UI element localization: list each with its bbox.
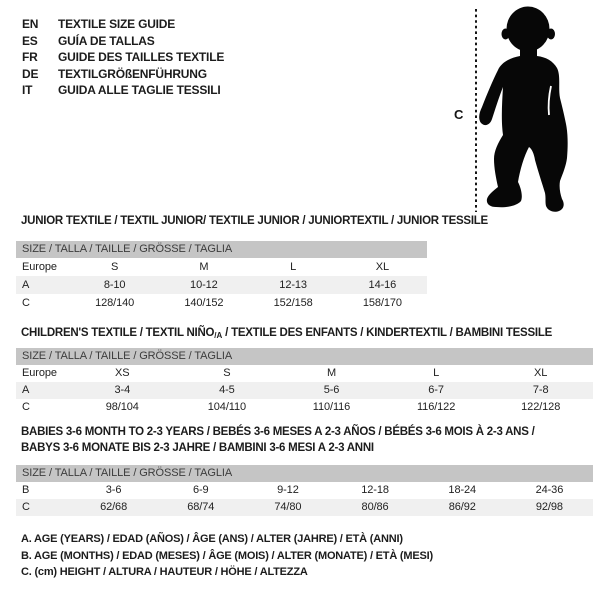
table-row — [16, 276, 427, 294]
language-list — [22, 16, 224, 99]
language-row-en — [22, 16, 224, 33]
table-row — [16, 365, 593, 382]
table-cell: A — [22, 384, 30, 396]
children-title-text: / TEXTILE DES ENFANTS / KINDERTEXTIL / BAMBINI TESSILE — [222, 327, 553, 339]
table-cell: 4-5 — [219, 384, 235, 396]
table-row — [16, 399, 593, 416]
table-cell: 140/152 — [184, 297, 224, 309]
table-cell: 62/68 — [100, 501, 128, 513]
size-header-bar: SIZE / TALLA / TAILLE / GRÖSSE / TAGLIA — [16, 465, 593, 482]
table-cell: 122/128 — [521, 401, 561, 413]
legend-line-c: C. (cm) HEIGHT / ALTURA / HAUTEUR / HÖHE / ALTEZZA — [21, 566, 308, 578]
language-row-de — [22, 66, 224, 83]
table-cell: 12-13 — [279, 279, 307, 291]
measure-label-c: C — [454, 107, 464, 122]
language-label: TEXTILE SIZE GUIDE — [58, 17, 176, 31]
table-cell: 6-9 — [192, 484, 209, 496]
table-cell: 110/116 — [312, 401, 351, 413]
language-row-fr — [22, 49, 224, 66]
table-cell: XL — [375, 261, 389, 273]
table-cell: XS — [115, 367, 130, 379]
table-cell: S — [223, 367, 231, 379]
table-cell: 24-36 — [535, 484, 564, 496]
table-cell: M — [326, 367, 337, 379]
table-cell: 14-16 — [368, 279, 397, 291]
children-title-text: CHILDREN'S TEXTILE / TEXTIL NIÑO — [21, 327, 215, 339]
table-cell: L — [433, 367, 440, 379]
table-cell: 18-24 — [448, 484, 477, 496]
table-row — [16, 294, 427, 312]
table-cell: XL — [534, 367, 548, 379]
table-cell: A — [22, 279, 30, 291]
table-cell: 116/122 — [416, 401, 456, 413]
baby-figure — [440, 0, 600, 220]
table-cell: S — [111, 261, 119, 273]
legend-line-b: B. AGE (MONTHS) / EDAD (MESES) / ÂGE (MOIS) / ALTER (MONATE) / ETÀ (MESI) — [21, 549, 433, 562]
size-header-bar: SIZE / TALLA / TAILLE / GRÖSSE / TAGLIA — [16, 348, 593, 365]
table-cell: 74/80 — [274, 501, 302, 513]
table-cell: C — [22, 297, 30, 309]
children-table-title — [21, 327, 552, 340]
table-cell: B — [22, 484, 30, 496]
language-code: IT — [22, 83, 33, 97]
language-code: EN — [22, 17, 39, 31]
junior-table-title: JUNIOR TEXTILE / TEXTIL JUNIOR/ TEXTILE JUNIOR / JUNIORTEXTIL / JUNIOR TESSILE — [21, 215, 488, 227]
table-row — [16, 499, 593, 516]
table-cell: 86/92 — [448, 501, 476, 513]
table-cell: 3-4 — [114, 384, 131, 396]
size-header-bar: SIZE / TALLA / TAILLE / GRÖSSE / TAGLIA — [16, 241, 427, 258]
children-title-subscript: /A — [214, 331, 223, 340]
language-label: GUÍA DE TALLAS — [58, 33, 155, 48]
table-cell: 5-6 — [323, 384, 340, 396]
table-cell: 3-6 — [105, 484, 122, 496]
table-cell: 7-8 — [532, 384, 549, 396]
table-row — [16, 258, 427, 276]
table-cell: 68/74 — [187, 501, 215, 513]
children-size-table — [16, 348, 593, 416]
language-label: GUIDA ALLE TAGLIE TESSILI — [58, 83, 221, 97]
table-cell: 98/104 — [105, 401, 139, 413]
legend-line-a: A. AGE (YEARS) / EDAD (AÑOS) / ÂGE (ANS) / ALTER (JAHRE) / ETÀ (ANNI) — [21, 533, 403, 545]
table-cell: 9-12 — [277, 484, 299, 496]
table-cell: 152/158 — [273, 297, 313, 309]
language-code: DE — [22, 66, 39, 81]
table-row — [16, 482, 593, 499]
table-cell: C — [22, 401, 30, 413]
language-code: FR — [22, 50, 38, 64]
language-code: ES — [22, 33, 38, 48]
table-cell: 10-12 — [190, 279, 218, 291]
table-cell: 158/170 — [362, 297, 402, 309]
table-cell: 104/110 — [207, 401, 247, 413]
language-label: GUIDE DES TAILLES TEXTILE — [58, 50, 225, 64]
language-row-es — [22, 33, 224, 50]
babies-size-table — [16, 465, 593, 516]
table-cell: L — [290, 261, 297, 273]
measurement-legend — [21, 531, 433, 581]
table-cell: C — [22, 501, 30, 513]
table-cell: 12-18 — [361, 484, 389, 496]
babies-table-title — [21, 425, 535, 456]
table-cell: 80/86 — [361, 501, 389, 513]
language-row-it — [22, 82, 224, 99]
babies-title-line1: BABIES 3-6 MONTH TO 2-3 YEARS / BEBÉS 3-6 MESES A 2-3 AÑOS / BÉBÉS 3-6 MOIS À 2-3 ANS / — [21, 426, 535, 438]
table-cell: 128/140 — [95, 297, 135, 309]
table-cell: 8-10 — [103, 279, 126, 291]
table-row — [16, 382, 593, 399]
babies-title-line2: BABYS 3-6 MONATE BIS 2-3 JAHRE / BAMBINI 3-6 MESI A 2-3 ANNI — [21, 441, 374, 454]
language-label: TEXTILGRÖßENFÜHRUNG — [58, 66, 207, 81]
table-cell: M — [199, 261, 209, 273]
table-cell: Europe — [22, 261, 57, 273]
table-cell: 92/98 — [535, 501, 563, 513]
table-cell: Europe — [22, 367, 57, 379]
table-cell: 6-7 — [428, 384, 444, 396]
junior-size-table — [16, 241, 427, 312]
baby-silhouette-icon — [479, 7, 567, 212]
